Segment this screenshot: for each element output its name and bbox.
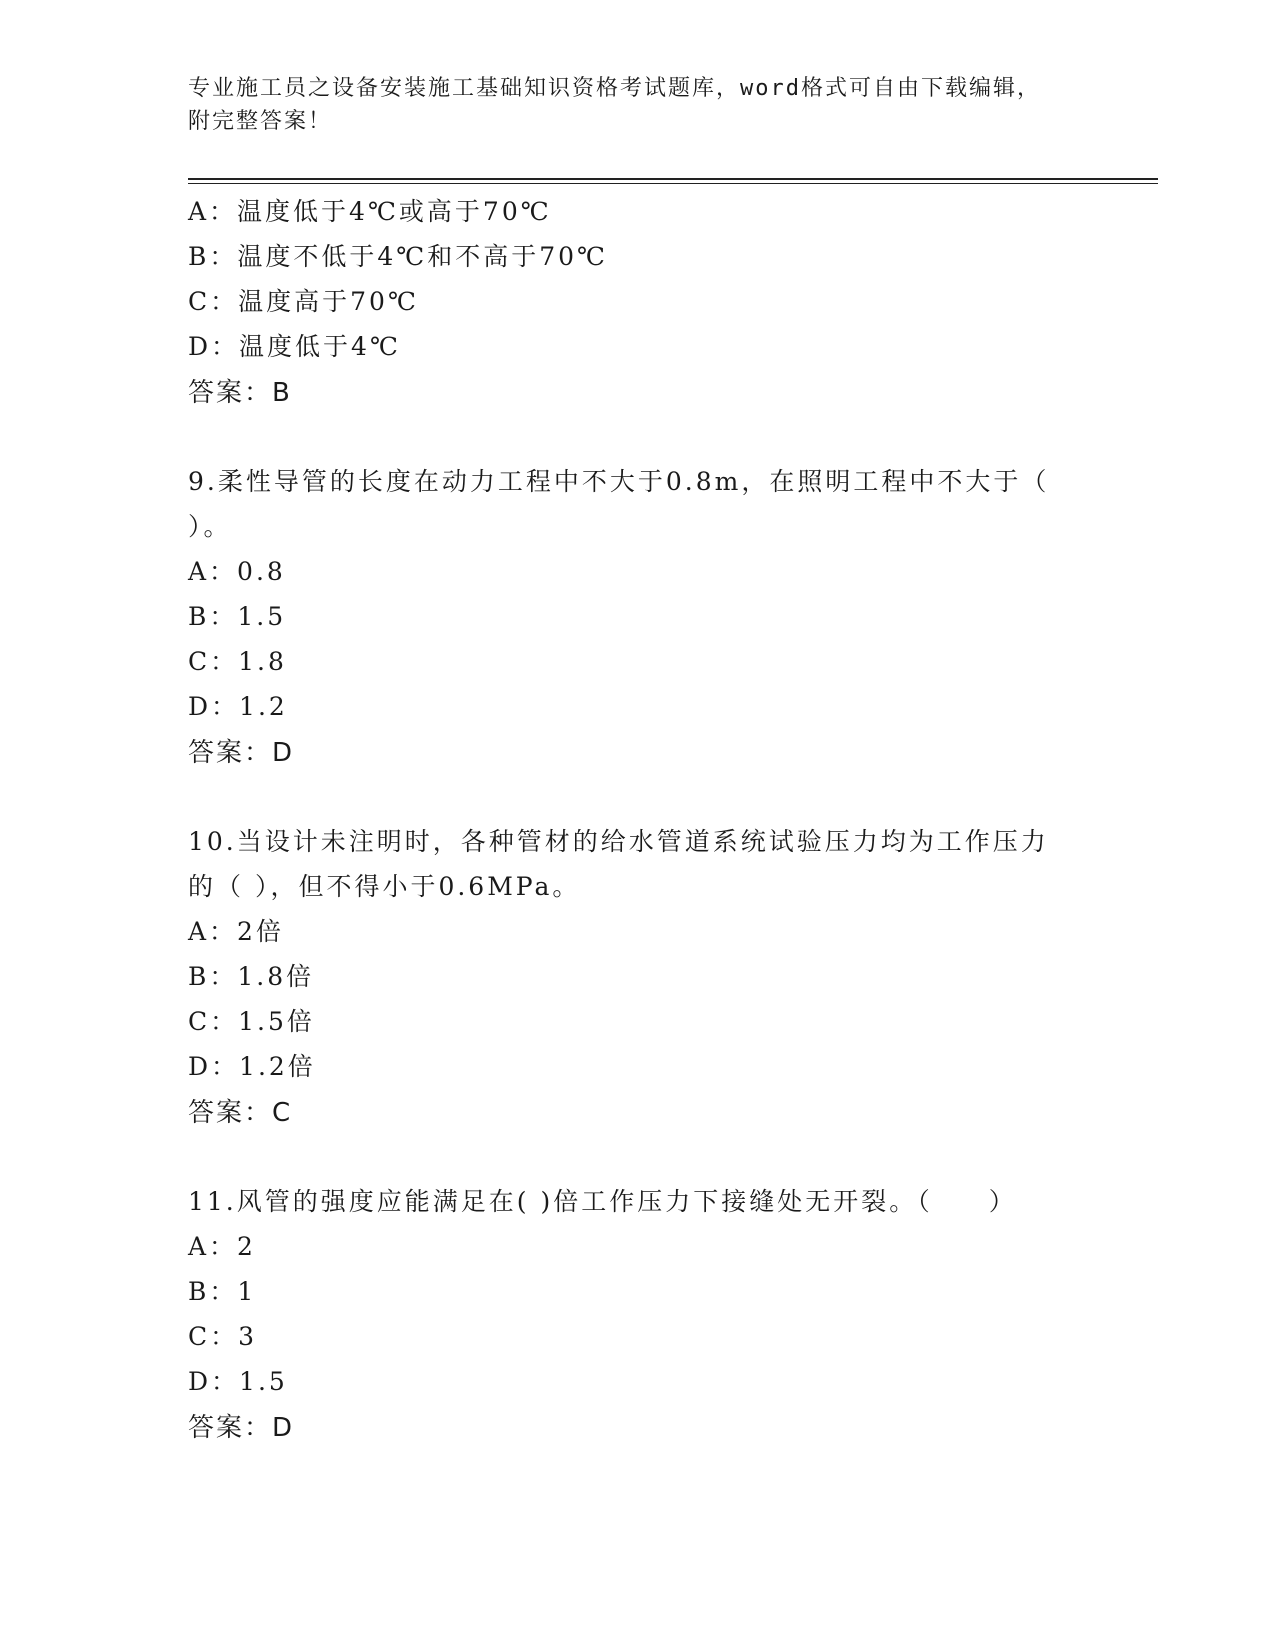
q11-option-b: B：1 <box>188 1277 257 1306</box>
q10-answer: 答案：C <box>188 1098 293 1128</box>
q10-option-c: C：1.5倍 <box>188 1007 315 1036</box>
q9-option-c: C：1.8 <box>188 647 287 676</box>
q9-option-a: A：0.8 <box>188 557 286 586</box>
q8-option-a: A：温度低于4℃或高于70℃ <box>188 197 552 226</box>
q9-stem-line-2: ）。 <box>188 512 232 541</box>
q8-option-c: C：温度高于70℃ <box>188 287 419 316</box>
q10-option-b: B：1.8倍 <box>188 962 315 991</box>
q11-option-a: A：2 <box>188 1232 256 1261</box>
q8-option-b: B：温度不低于4℃和不高于70℃ <box>188 242 609 271</box>
q10-option-d: D：1.2倍 <box>188 1052 316 1081</box>
q10-stem-line-1: 10.当设计未注明时，各种管材的给水管道系统试验压力均为工作压力 <box>188 827 1049 856</box>
q9-option-d: D：1.2 <box>188 692 288 721</box>
q10-option-a: A：2倍 <box>188 917 284 946</box>
q11-stem-line-1: 11.风管的强度应能满足在( )倍工作压力下接缝处无开裂。（ ） <box>188 1187 1017 1216</box>
document-header <box>188 72 1088 138</box>
header-divider-thick <box>188 178 1158 180</box>
q9-option-b: B：1.5 <box>188 602 287 631</box>
header-line-1: 专业施工员之设备安装施工基础知识资格考试题库，word格式可自由下载编辑， <box>188 76 1041 101</box>
q11-answer: 答案：D <box>188 1413 295 1443</box>
header-line-2: 附完整答案！ <box>188 109 333 134</box>
q8-option-d: D：温度低于4℃ <box>188 332 401 361</box>
q11-option-c: C：3 <box>188 1322 258 1351</box>
q11-option-d: D：1.5 <box>188 1367 288 1396</box>
header-divider-thin <box>188 183 1158 184</box>
q9-stem-line-1: 9.柔性导管的长度在动力工程中不大于0.8m，在照明工程中不大于（ <box>188 467 1050 496</box>
q9-answer: 答案：D <box>188 738 295 768</box>
q10-stem-line-2: 的（ ），但不得小于0.6MPa。 <box>188 872 581 901</box>
q8-answer: 答案：B <box>188 378 292 408</box>
